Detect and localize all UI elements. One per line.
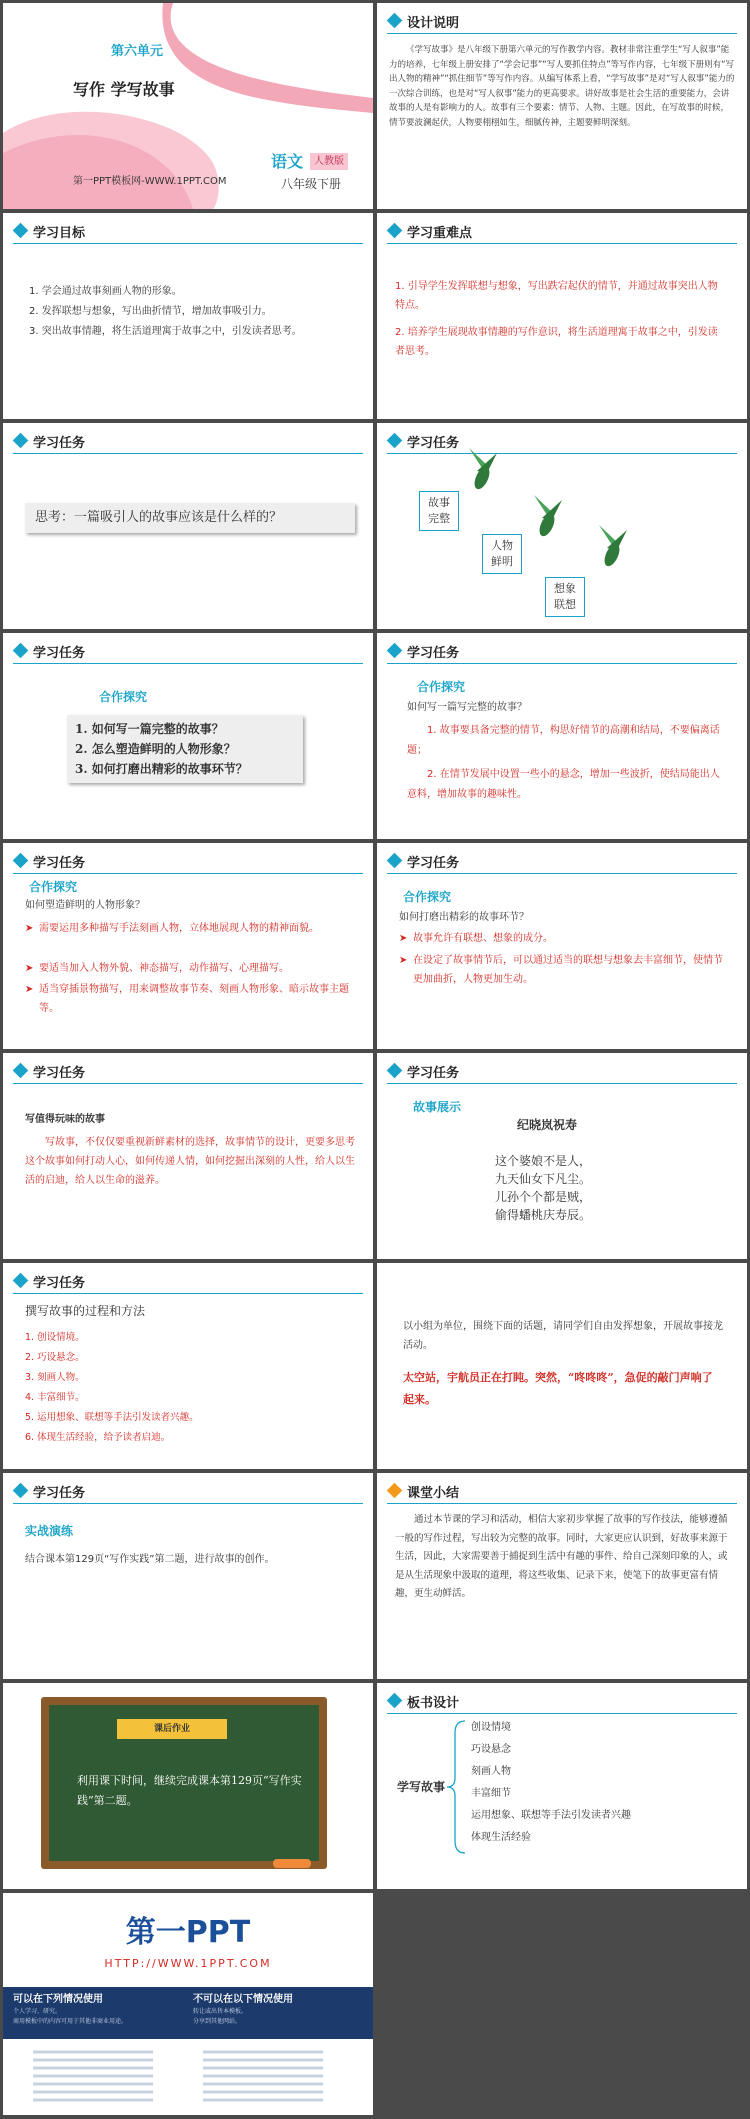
- diamond-icon: [387, 13, 403, 29]
- question-item: 2. 怎么塑造鲜明的人物形象？: [75, 742, 236, 756]
- diamond-icon: [13, 643, 29, 659]
- slide-complete-story: [377, 633, 747, 839]
- slide-header: 学习任务: [377, 1061, 747, 1081]
- poem-title: 纪晓岚祝寿: [517, 1118, 578, 1132]
- subtitle: 合作探究: [403, 890, 452, 904]
- slide-ppt-credits: [3, 1893, 373, 2115]
- diamond-icon: [387, 1483, 403, 1499]
- slide-cooperative-questions: [3, 633, 373, 839]
- goal-item: 2. 发挥联想与想象，写出曲折情节，增加故事吸引力。: [29, 306, 272, 317]
- answer-item: ➤ 在设定了故事情节后，可以通过适当的联想与想象去丰富细节，使情节更加曲折，人物更加生动。: [399, 951, 729, 989]
- relay-intro: 以小组为单位，围绕下面的话题，请同学们自由发挥想象，开展故事接龙活动。: [403, 1321, 723, 1351]
- slide-task-birds: [377, 423, 747, 629]
- slide-practice: [3, 1473, 373, 1679]
- can-use-note: 商用模板中的内容可用于其他非商业用途。: [13, 2018, 128, 2025]
- bracket-icon: [377, 1683, 747, 1889]
- board-item: 运用想象、联想等手法引发读者兴趣: [471, 1810, 631, 1821]
- can-use-note: 个人学习、研究。: [13, 2008, 62, 2015]
- subtitle: 合作探究: [29, 880, 78, 894]
- subtitle: 实战演练: [25, 1524, 74, 1538]
- slide-header: 学习重难点: [377, 221, 747, 241]
- process-item: 6. 体现生活经验，给予读者启迪。: [25, 1432, 171, 1443]
- answer-item: ➤ 故事允许有联想、想象的成分。: [399, 929, 729, 948]
- slide-story-showcase: [377, 1053, 747, 1259]
- diamond-icon: [387, 643, 403, 659]
- process-item: 4. 丰富细节。: [25, 1392, 85, 1403]
- cover-title: 写作 学写故事: [73, 80, 175, 99]
- diamond-icon: [13, 433, 29, 449]
- board-item: 体现生活经验: [471, 1832, 531, 1843]
- key-point-item: 2. 培养学生展现故事情趣的写作意识，将生活道理寓于故事之中，引发读者思考。: [395, 327, 718, 357]
- slide-key-points: [377, 213, 747, 419]
- slide-design-notes: [377, 3, 747, 209]
- cover-website: 第一PPT模板网-WWW.1PPT.COM: [73, 176, 227, 187]
- board-item: 巧设悬念: [471, 1744, 511, 1755]
- answer-item: 2. 在情节发展中设置一些小的悬念，增加一些波折，使结局能出人意料，增加故事的趣味性。: [407, 769, 720, 800]
- diamond-icon: [387, 223, 403, 239]
- arrow-icon: ➤: [399, 933, 408, 944]
- slide-story-relay: [377, 1263, 747, 1469]
- diamond-icon: [387, 1063, 403, 1079]
- section-subtitle: 撰写故事的过程和方法: [25, 1304, 146, 1318]
- cannot-use-note: 分享到其他网站。: [193, 2018, 242, 2025]
- diamond-icon: [387, 853, 403, 869]
- box-imagination: 想象 联想: [545, 577, 585, 617]
- slide-header: 学习任务: [3, 431, 373, 451]
- slide-header: 学习任务: [377, 851, 747, 871]
- board-root: 学写故事: [397, 1780, 446, 1794]
- arrow-icon: ➤: [25, 923, 34, 934]
- can-use-heading: 可以在下列情况使用: [13, 1994, 103, 2005]
- slide-header: 学习目标: [3, 221, 373, 241]
- slide-header: 学习任务: [3, 1271, 373, 1291]
- slide-writing-process: [3, 1263, 373, 1469]
- box-vivid-characters: 人物 鲜明: [482, 534, 522, 574]
- poem-line: 偷得蟠桃庆寿辰。: [495, 1208, 592, 1222]
- key-point-item: 1. 引导学生发挥联想与想象，写出跌宕起伏的情节，并通过故事突出人物特点。: [395, 281, 718, 311]
- ppt-url[interactable]: HTTP://WWW.1PPT.COM: [104, 1957, 272, 1970]
- slide-cover: [3, 3, 373, 209]
- poem-line: 九天仙女下凡尘。: [495, 1172, 592, 1186]
- question-text: 如何打磨出精彩的故事环节？: [399, 912, 529, 923]
- slide-header: 学习任务: [3, 851, 373, 871]
- link-list-lines: [3, 2047, 373, 2111]
- diamond-icon: [13, 1483, 29, 1499]
- slide-header: 学习任务: [3, 641, 373, 661]
- answer-item: 1. 故事要具备完整的情节，构思好情节的高潮和结局，不要偏离话题；: [407, 725, 720, 756]
- board-item: 刻画人物: [471, 1766, 511, 1777]
- slide-summary: [377, 1473, 747, 1679]
- slide-vivid-characters: [3, 843, 373, 1049]
- question-text: 如何塑造鲜明的人物形象？: [25, 900, 145, 911]
- question-text: 如何写一篇写完整的故事？: [407, 702, 527, 713]
- answer-item: ➤ 适当穿插景物描写，用来调整故事节奏、刻画人物形象、暗示故事主题等。: [25, 980, 355, 1018]
- hummingbird-icon: [469, 448, 497, 491]
- section-body: 写故事，不仅仅要重视新鲜素材的选择，故事情节的设计，更要多思考这个故事如何打动人心，如何传递人情，如何挖掘出深刻的人性，给人以生活的启迪，给人以生命的滋养。: [25, 1137, 355, 1186]
- process-item: 5. 运用想象、联想等手法引发读者兴趣。: [25, 1412, 199, 1423]
- poem-line: 这个婆娘不是人，: [495, 1154, 592, 1168]
- grade-label: 八年级下册: [281, 177, 342, 191]
- box-story-complete: 故事 完整: [419, 491, 459, 531]
- slide-header: 学习任务: [3, 1481, 373, 1501]
- ppt-logo: 第一PPT: [125, 1915, 251, 1950]
- practice-body: 结合课本第129页“写作实践”第二题，进行故事的创作。: [25, 1554, 275, 1565]
- slide-header: 学习任务: [377, 431, 747, 451]
- cannot-use-note: 转让或出售本模板。: [193, 2008, 248, 2015]
- answer-item: ➤ 要适当加入人物外貌、神态描写，动作描写、心理描写。: [25, 959, 355, 978]
- board-item: 丰富细节: [471, 1788, 511, 1799]
- board-item: 创设情境: [471, 1722, 511, 1733]
- goal-item: 3. 突出故事情趣，将生活道理寓于故事之中，引发读者思考。: [29, 326, 302, 337]
- diamond-icon: [13, 853, 29, 869]
- cannot-use-heading: 不可以在以下情况使用: [193, 1994, 293, 2005]
- unit-label: 第六单元: [111, 44, 164, 59]
- slide-task-question: [3, 423, 373, 629]
- arrow-icon: ➤: [25, 963, 34, 974]
- slide-header: 学习任务: [377, 641, 747, 661]
- design-notes-body: 《学写故事》是八年级下册第六单元的写作教学内容。教材非常注重学生“写人叙事”能力的培养，七年级上册安排了“学会记事”“写人要抓住特点”等写作内容，七年级下册则有“写出人物的精神”“抓住细节”等写作内容。从编写体系上看，“学写故事”是对“写人叙事”能力的一次综合训练，也是对“写人叙事”能力的更高要求。讲好故事是社会生活的重要能力，会讲故事的人是有影响力的人。故事有三个要素：情节、人物、主题。因此，在写故事的时候，情节要波澜起伏，人物要栩栩如生，细腻传神，主题要鲜明深刻。: [389, 45, 735, 128]
- arrow-icon: ➤: [399, 955, 408, 966]
- slide-meaningful-story: [3, 1053, 373, 1259]
- question-item: 3. 如何打磨出精彩的故事环节？: [75, 762, 248, 776]
- hummingbird-icon: [534, 495, 562, 538]
- question-text: 思考：一篇吸引人的故事应该是什么样的？: [35, 510, 283, 525]
- slide-header: 板书设计: [377, 1691, 747, 1711]
- slide-header: 课堂小结: [377, 1481, 747, 1501]
- summary-body: 通过本节课的学习和活动，相信大家初步掌握了故事的写作技法，能够遵循一般的写作过程，写出较为完整的故事。同时，大家更应认识到，好故事来源于生活，因此，大家需要善于捕捉到生活中有趣的事件、给自己深刻印象的人，或是从生活现象中汲取的道理，将这些收集、记录下来，使笔下的故事更富有情趣，更生动鲜活。: [395, 1514, 728, 1599]
- poem-line: 儿孙个个都是贼，: [495, 1190, 592, 1204]
- homework-body: 利用课下时间，继续完成课本第129页“写作实践”第二题。: [77, 1774, 302, 1807]
- arrow-icon: ➤: [25, 984, 34, 995]
- subtitle: 合作探究: [417, 680, 466, 694]
- diamond-icon: [13, 1273, 29, 1289]
- subject-label: 语文: [271, 152, 304, 171]
- hummingbird-icon: [599, 525, 627, 568]
- slide-board-design: [377, 1683, 747, 1889]
- homework-tag: 课后作业: [117, 1719, 227, 1739]
- subtitle: 故事展示: [413, 1100, 462, 1114]
- edition-badge: 人教版: [310, 153, 348, 170]
- subtitle: 合作探究: [99, 690, 148, 704]
- diamond-icon: [13, 223, 29, 239]
- slide-header: 学习任务: [3, 1061, 373, 1081]
- process-item: 3. 刻画人物。: [25, 1372, 85, 1383]
- chalk-icon: [273, 1859, 311, 1868]
- process-item: 1. 创设情境。: [25, 1332, 85, 1343]
- diamond-icon: [13, 1063, 29, 1079]
- relay-prompt: 太空站，宇航员正在打盹。突然，“咚咚咚”，急促的敲门声响了起来。: [403, 1371, 713, 1406]
- process-item: 2. 巧设悬念。: [25, 1352, 85, 1363]
- slide-header: 设计说明: [377, 11, 747, 31]
- slide-homework: [3, 1683, 373, 1889]
- section-subtitle: 写值得玩味的故事: [25, 1114, 105, 1125]
- goal-item: 1. 学会通过故事刻画人物的形象。: [29, 286, 182, 297]
- question-item: 1. 如何写一篇完整的故事？: [75, 722, 224, 736]
- slide-exciting-plot: [377, 843, 747, 1049]
- answer-item: ➤ 需要运用多种描写手法刻画人物，立体地展现人物的精神面貌。: [25, 919, 355, 938]
- slide-goals: [3, 213, 373, 419]
